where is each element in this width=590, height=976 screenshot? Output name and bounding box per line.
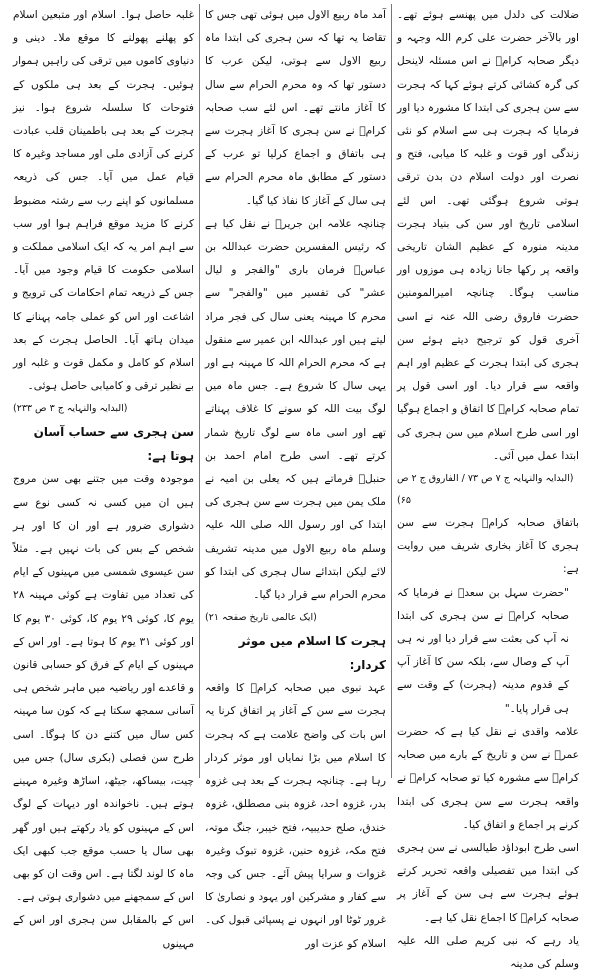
block-quote: "حضرت سہل بن سعدؓ نے فرمایا کہ صحابہ کرامؓ نے سن ہجری کی ابتدا نہ آپ کی بعثت سے قرار دیا اور نہ ہی آپ کے وصال سے، بلکہ سن کا آغاز آپ کے قدوم مدینہ (ہجرت) کے وقت سے ہی قرار پایا۔"	[397, 586, 569, 715]
column-middle	[200, 4, 392, 950]
paragraph: علامہ واقدی نے نقل کیا ہے کہ حضرت عمرؓ نے سن و تاریخ کے بارے میں صحابہ کرامؓ سے مشورہ کیا تو صحابہ کرامؓ نے واقعہ ہجرت سے سن ہجری کی ابتدا کرنے پر اجماع و اتفاق کیا۔	[397, 725, 579, 831]
paragraph: موجودہ وقت میں جتنے بھی سن مروج ہیں ان میں کسی نہ کسی نوع سے دشواری ضرور ہے اور ان کا اور ہر شخص کے بس کی بات نہیں ہے۔ مثلاً سن عیسوی شمسی میں مہینوں کے ایام کی تعداد میں تفاوت ہے کوئی مہینہ ۲۸ یوم کا، کوئی ۲۹ یوم کا، کوئی ۳۰ یوم کا اور کوئی ۳۱ یوم کا ہوتا ہے۔ اور اس کے مہینوں کے ایام کے فرق کو حسابی قانون و قاعدے اور ریاضیہ میں ماہر شخص ہی آسانی سمجھ سکتا ہے کہ کون سا مہینہ کس سال میں کتنے دن کا ہوگا۔ اسی طرح سن فصلی (بکری سال) جس میں چیت، بیساکھ، جیٹھ، اساڑھ وغیرہ مہینے ہوتے ہیں۔ ناخواندہ اور دیہات کے لوگ اس کے مہینوں کو یاد رکھتے ہیں اور گھر بھی سال یا حسب موقع جب کبھی ایک ماہ کا لوند لگتا ہے۔ اس وقت ان کو بھی اس کے سمجھنے میں دشواری ہوتی ہے۔	[13, 473, 194, 904]
paragraph: چنانچہ علامہ ابن جریرؒ نے نقل کیا ہے کہ رئیس المفسرین حضرت عبداللہ بن عباسؓ فرمان باری "والفجر و لیال عشر" کی تفسیر میں "والفجر" سے محرم کا مہینہ یعنی سال کی فجر مراد لیتے ہیں اور عبداللہ ابن عمیر سے منقول ہے کہ محرم الحرام اللہ کا مہینہ ہے اور یہی سال کا شروع ہے۔ جس ماہ میں لوگ بیت اللہ کو سونے کا غلاف پہناتے تھے اور اسی ماہ سے لوگ تاریخ شمار کرتے تھے۔ اسی طرح امام احمد بن حنبلؒ فرماتے ہیں کہ یعلی بن امیہ نے ملک یمن میں ہجرت سے سن ہجری کی ابتدا کی اور رسول اللہ صلی اللہ علیہ وسلم ماہ ربیع الاول میں مدینہ تشریف لائے لیکن ابتدائے سال ہجری کی ابتدا کو محرم الحرام سے قرار دیا گیا۔	[205, 217, 386, 602]
reference-citation: (البدایہ والنہایہ ج ۷ ص ۷۳ / الفاروق ج ۲ ص ۶۵)	[397, 473, 574, 507]
paragraph: آمد ماہ ربیع الاول میں ہوئی تھی جس کا تقاضا یہ تھا کہ سن ہجری کی ابتدا ماہ ربیع الاول سے ہوتی، لیکن عرب کا دستور تھا کہ وہ محرم الحرام سے سال کا آغاز مانتے تھے۔ اس لئے سب صحابہ کرامؓ نے سن ہجری کا آغاز ہجرت سے ہی باتفاق و اجماع کرلیا تو عرب کے دستور کے مطابق ماہ محرم الحرام سے ہی سال کے آغاز کا نفاذ کیا گیا۔	[205, 9, 386, 207]
paragraph: اسی طرح ابوداؤد طیالسی نے سن ہجری کی ابتدا میں تفصیلی واقعہ تحریر کرتے ہوئے ہجرت سے ہی سن کے آغاز پر صحابہ کرامؓ کا اجماع نقل کیا ہے۔	[397, 841, 579, 924]
reference-citation: (البدایہ والنہایہ ج ۳ ص ۲۳۳)	[13, 403, 128, 415]
paragraph: عہد نبوی میں صحابہ کرامؓ کا واقعہ ہجرت سے سن کے آغاز پر اتفاق کرنا یہ اس بات کی واضح علامت ہے کہ ہجرت کا اسلام میں بڑا نمایاں اور موثر کردار رہا ہے۔ چنانچہ ہجرت کے بعد ہی غزوہ بدر، غزوہ احد، غزوہ بنی مصطلق، غزوہ خندق، صلح حدیبیہ، فتح خیبر، جنگ موتہ، فتح مکہ، غزوہ حنین، غزوہ تبوک وغیرہ غزوات و سرایا پیش آئے۔ جس کی وجہ سے کفار و مشرکین اور یہود و نصاریٰ کا غرور ٹوٹا اور انہوں نے پسپائی قبول کی۔ اسلام کو عزت اور	[205, 682, 386, 950]
paragraph: باتفاق صحابہ کرامؓ ہجرت سے سن ہجری کا آغاز بخاری شریف میں روایت ہے:	[397, 517, 579, 576]
paragraph: یاد رہے کہ نبی کریم صلی اللہ علیہ وسلم کی مدینہ	[397, 934, 579, 970]
paragraph: ضلالت کی دلدل میں پھنسے ہوئے تھے۔ اور بالآخر حضرت علی کرم اللہ وجہہ و دیگر صحابہ کرامؓ نے اس مسئلہ لاینحل کی گرہ کشائی کرتے ہوئے کہا کہ ہجرت سے سن ہجری کی ابتدا کا مشورہ دیا اور فرمایا کہ ہجرت ہی سے اسلام کو نئی زندگی اور قوت و غلبہ کا میابی، فتح و نصرت اور دولت اسلام دن بدن ترقی ہوتی شروع ہوگئی تھی۔ اس لئے اسلامی تاریخ اور سن کی بنیاد ہجرت مدینہ منورہ کے عظیم الشان تاریخی واقعہ پر رکھا جانا زیادہ ہی موزوں اور مناسب ہوگا۔ چنانچہ امیرالمومنین حضرت فاروق رضی اللہ عنہ نے اسی آخری قول کو ترجیح دیتے ہوئے سن ہجری کی ابتدا ہجرت کے عظیم اور اہم واقعہ سے قرار دیا۔ اور اسی قول پر تمام صحابہ کرامؓ کا اتفاق و اجماع ہوگیا اور اسی طرح اسلام میں سن ہجری کی ابتدا عمل میں آئی۔	[397, 9, 579, 462]
reference-citation: (ایک عالمی تاریخ صفحہ ۲۱)	[205, 612, 317, 624]
column-right	[392, 4, 584, 970]
section-heading: سن ہجری سے حساب آسان ہوتا ہے:	[33, 425, 194, 464]
column-left	[8, 4, 200, 950]
paragraph: اس کے بالمقابل سن ہجری اور اس کے مہینوں	[13, 914, 194, 950]
section-heading: ہجرت کا اسلام میں موثر کردار:	[238, 634, 386, 673]
paragraph: غلبہ حاصل ہوا۔ اسلام اور متبعین اسلام کو پھلنے پھولنے کا موقع ملا۔ دینی و دنیاوی کاموں میں ترقی کی راہیں ہموار ہوئیں۔ ہجرت کے بعد ہی ملکوں کے فتوحات کا سلسلہ شروع ہوا۔ نیز ہجرت کے بعد ہی باطمینان قلب عبادت کرنے کی آزادی ملی اور مساجد وغیرہ کا قیام عمل میں آیا۔ جس کی ذریعہ مسلمانوں کو اپنے رب سے رشتہ مضبوط کرنے کا مزید موقع فراہم ہوا اور سب سے اہم امر یہ کہ ایک اسلامی مملکت و اسلامی حکومت کا قیام وجود میں آیا۔ جس کے ذریعہ تمام احکامات کی ترویج و اشاعت اور اس کو عملی جامہ پہنانے کا میدان ہاتھ آیا۔ الحاصل ہجرت کے بعد اسلام کو کامل و مکمل قوت و غلبہ اور بے نظیر ترقی و کامیابی حاصل ہوئی۔	[13, 9, 194, 393]
